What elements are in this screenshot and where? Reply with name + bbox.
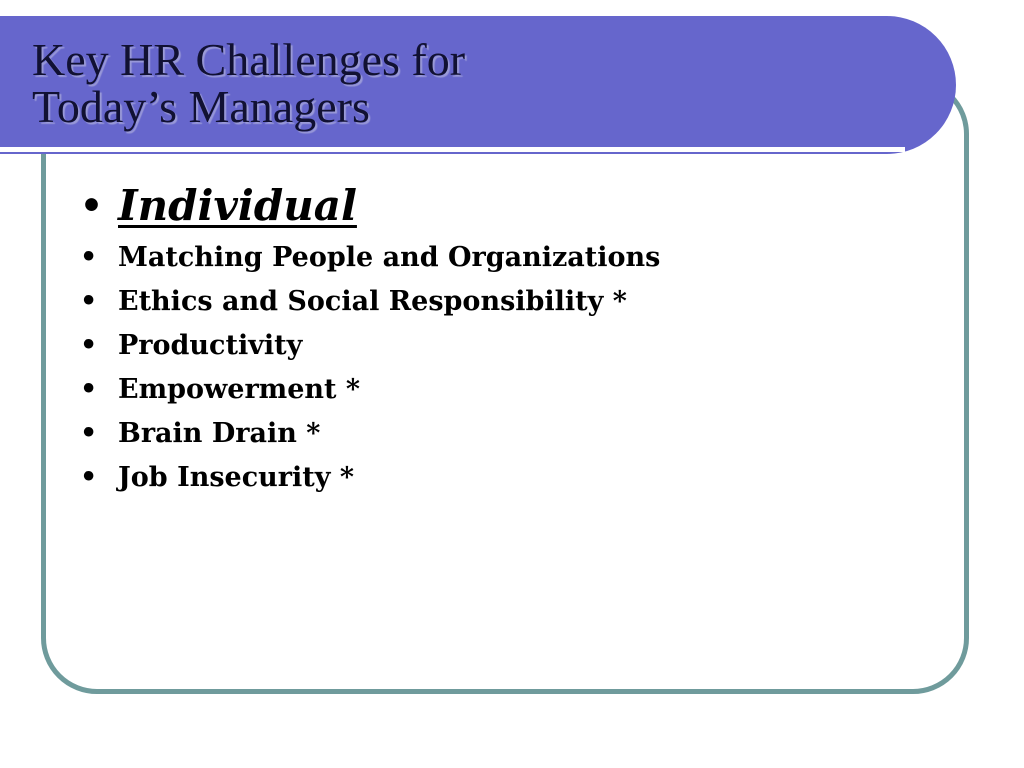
bullet-item	[78, 412, 660, 456]
bullet-dot-icon: •	[80, 242, 98, 273]
bullet-list	[78, 176, 660, 500]
bullet-text: Empowerment *	[118, 374, 361, 405]
bullet-item	[78, 368, 660, 412]
bullet-text: Productivity	[118, 330, 303, 361]
title-underline-rule	[0, 147, 905, 152]
bullet-heading	[78, 176, 660, 236]
bullet-text: Job Insecurity *	[118, 462, 354, 493]
bullet-dot-icon: •	[80, 330, 98, 361]
bullet-dot-icon: •	[80, 286, 98, 317]
bullet-text: Ethics and Social Responsibility *	[118, 286, 627, 317]
bullet-dot-icon: •	[80, 462, 98, 493]
bullet-dot-icon: •	[80, 374, 98, 405]
bullet-item	[78, 236, 660, 280]
bullet-dot-icon: •	[80, 418, 98, 449]
bullet-dot-icon: •	[80, 185, 104, 227]
bullet-text: Brain Drain *	[118, 418, 321, 449]
bullet-text: Matching People and Organizations	[118, 242, 661, 273]
heading-label: Individual	[118, 181, 357, 230]
bullet-item	[78, 324, 660, 368]
title-bar	[0, 16, 956, 154]
slide-title: Key HR Challenges for Today’s Managers	[32, 34, 466, 132]
bullet-item	[78, 456, 660, 500]
bullet-item	[78, 280, 660, 324]
